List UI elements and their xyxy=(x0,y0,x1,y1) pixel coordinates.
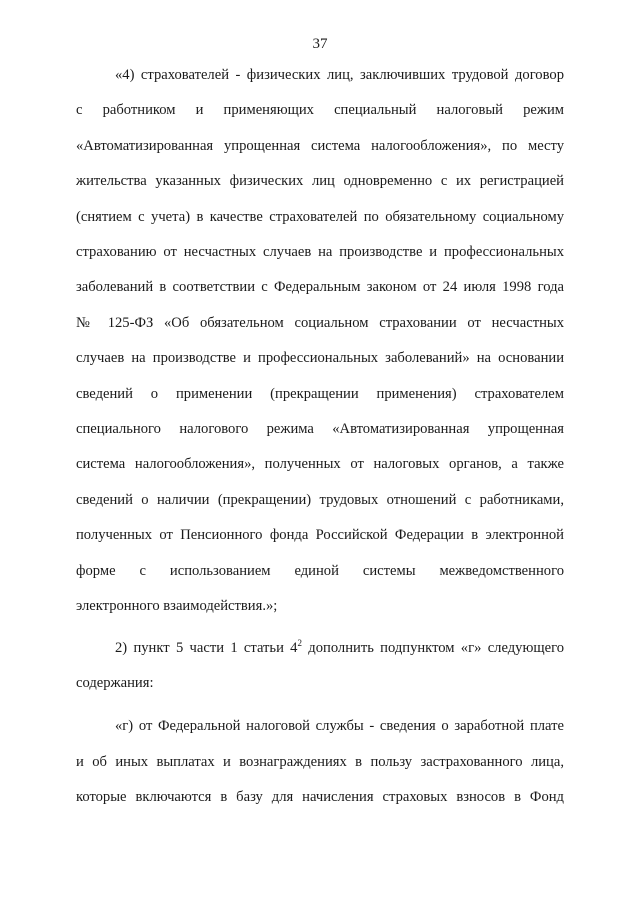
text-line: которые включаются в базу для начисления страховых взносов в Фонд xyxy=(76,789,564,806)
text-line: электронного взаимодействия.»; xyxy=(76,598,278,615)
text-line: сведений о применении (прекращении применения) страхователем xyxy=(76,385,564,402)
paragraph-item-4 xyxy=(76,58,564,625)
text-line: (снятием с учета) в качестве страхователей по обязательному социальному xyxy=(76,208,564,225)
text-segment: 2) пункт 5 части 1 статьи 4 xyxy=(115,639,298,656)
paragraph-amendment-2 xyxy=(76,631,564,702)
text-line: «Автоматизированная упрощенная система налогообложения», по месту xyxy=(76,137,564,154)
superscript: 2 xyxy=(297,637,302,648)
text-line: с работником и применяющих специальный налоговый режим xyxy=(76,102,564,119)
text-line xyxy=(76,631,564,666)
text-line: «4) страхователей - физических лиц, заключивших трудовой договор xyxy=(115,67,564,83)
text-line: случаев на производстве и профессиональных заболеваний» на основании xyxy=(76,350,564,367)
text-line: страхованию от несчастных случаев на производстве и профессиональных xyxy=(76,244,564,261)
text-line: жительства указанных физических лиц одновременно с их регистрацией xyxy=(76,173,564,190)
text-line: «г) от Федеральной налоговой службы - сведения о заработной плате xyxy=(115,718,564,735)
page-number: 37 xyxy=(312,36,328,52)
text-line: и об иных выплатах и вознаграждениях в пользу застрахованного лица, xyxy=(76,753,564,770)
text-line: № 125-ФЗ «Об обязательном социальном страховании от несчастных xyxy=(76,314,564,331)
text-segment: дополнить подпунктом «г» следующего xyxy=(301,639,564,656)
text-line: система налогообложения», полученных от налоговых органов, а также xyxy=(76,456,564,473)
text-line: содержания: xyxy=(76,674,154,691)
text-line: специального налогового режима «Автоматизированная упрощенная xyxy=(76,421,564,438)
paragraph-subitem-g xyxy=(76,709,564,815)
text-line: заболеваний в соответствии с Федеральным законом от 24 июля 1998 года xyxy=(76,279,564,296)
text-line: форме с использованием единой системы межведомственного xyxy=(76,562,564,579)
text-line: сведений о наличии (прекращении) трудовых отношений с работниками, xyxy=(76,491,564,508)
text-line: полученных от Пенсионного фонда Российской Федерации в электронной xyxy=(76,527,564,544)
document-body xyxy=(76,58,564,816)
